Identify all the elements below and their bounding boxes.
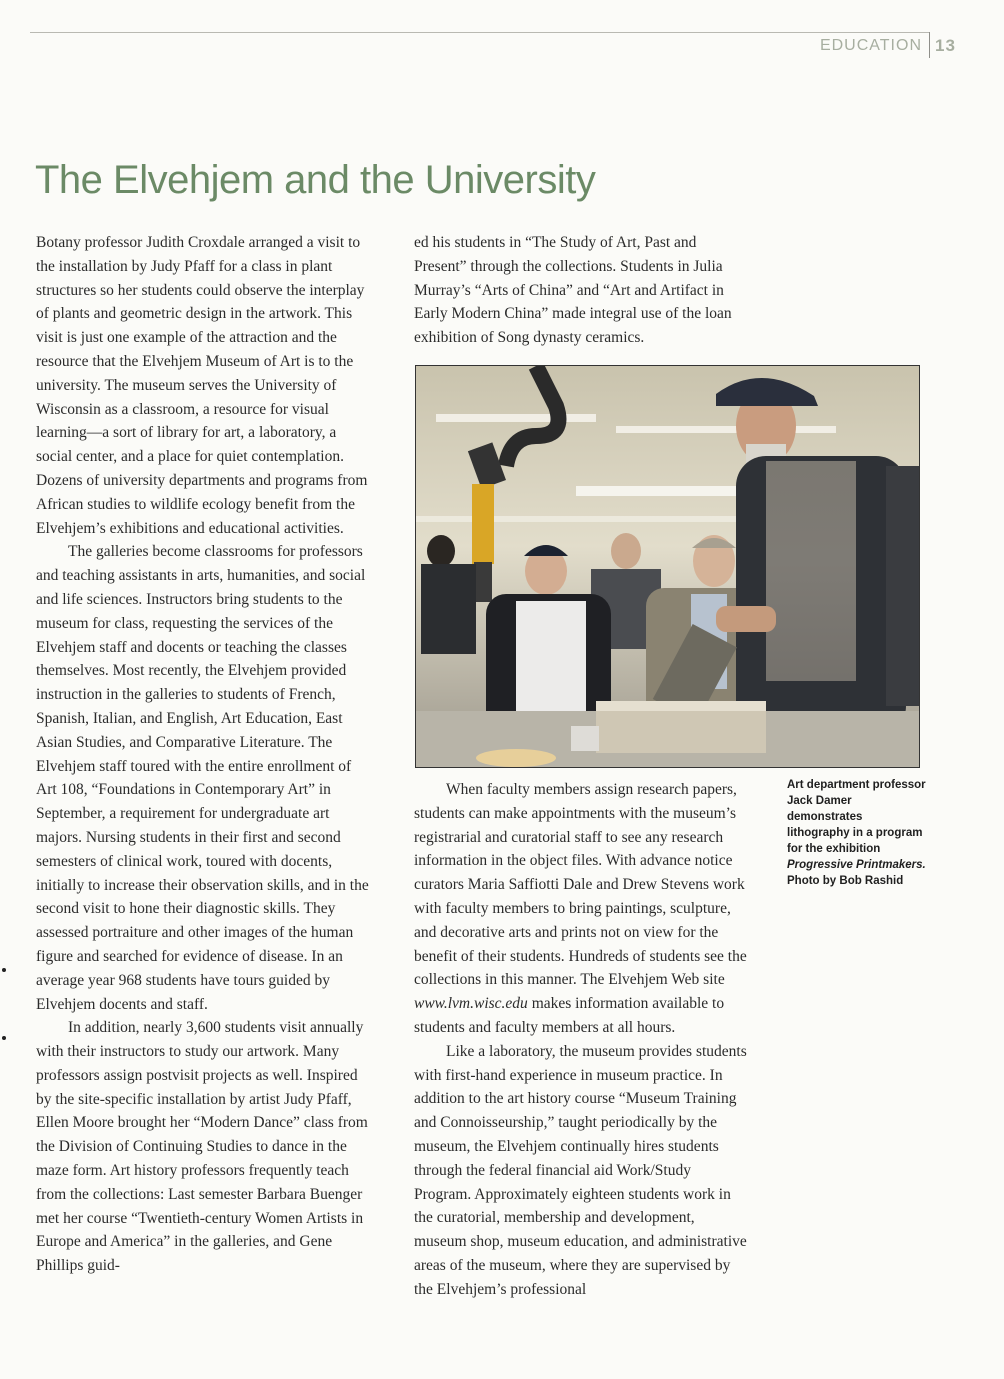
paragraph: ed his students in “The Study of Art, Past and Present” through the collections. Students in Julia Murray’s “Arts of China” and “Art and Artifact in Early Modern China” made integral use of the loan exhibition of Song dynasty ceramics. [414, 234, 732, 347]
paragraph: Like a laboratory, the museum provides students with first-hand experience in museum practice. In addition to the art history course “Museum Training and Connoisseurship,” taught periodically by the museum, the Elvehjem continually hires students through the federal financial aid Work/Study Program. Approximately eighteen students work in the curatorial, membership and development, museum shop, museum education, and administrative areas of the museum, where they are supervised by the Elvehjem’s professional [414, 1042, 747, 1298]
scan-mark [2, 968, 6, 972]
lithography-photo [415, 365, 920, 768]
website-link[interactable]: www.lvm.wisc.edu [414, 995, 528, 1013]
paragraph: The galleries become classrooms for professors and teaching assistants in arts, humanities, and social and life sciences. Instructors bring students to the museum for class, requesting the services of the Elvehjem staff and docents or teaching the classes themselves. Most recently, the Elvehjem provided instruction in the galleries to students of French, Spanish, Italian, and English, Art Education, East Asian Studies, and Comparative Literature. The Elvehjem staff toured with the entire enrollment of Art 108, “Foundations in Contemporary Art” in September, a requirement for undergraduate art majors. Nursing students in their first and second semesters of clinical work, toured with docents, initially to increase their observation skills, and in the second visit to hone their diagnostic skills. They assessed portraiture and other images of the human figure and searched for evidence of disease. In an average year 968 students have tours guided by Elvehjem docents and staff. [36, 543, 369, 1013]
paragraph: In addition, nearly 3,600 students visit annually with their instructors to study our artwork. Many professors assign postvisit projects as well. Inspired by the site-specific installation by artist Judy Pfaff, Ellen Moore brought her “Modern Dance” class from the Division of Continuing Studies to dance in the maze form. Art history professors frequently teach from the collections: Last semester Barbara Buenger met her course “Twentieth-century Women Artists in Europe and America” in the galleries, and Gene Phillips guid- [36, 1019, 368, 1275]
section-label: EDUCATION [819, 37, 922, 54]
photo-illustration [416, 366, 919, 767]
paragraph [414, 778, 750, 1040]
paragraph: Botany professor Judith Croxdale arranged a visit to the installation by Judy Pfaff for a class in plant structures so her students could observe the interplay of plants and geometric design in the artwork. This visit is just one example of the attraction and the resource that the Elvehjem Museum of Art is to the university. The museum serves the University of Wisconsin as a classroom, a resource for visual learning—a sort of library for art, a laboratory, a social center, and a place for quiet contemplation. Dozens of university departments and programs from African studies to wildlife ecology benefit from the Elvehjem’s exhibitions and educational activities. [36, 234, 368, 537]
photo-credit: Photo by Bob Rashid [787, 875, 904, 887]
paragraph-text: makes information available to students and faculty members at all hours. [414, 995, 725, 1036]
header-rule [30, 32, 930, 33]
right-text-column-top [414, 231, 750, 350]
left-text-column [36, 231, 372, 1278]
exhibition-title: Progressive Printmakers. [787, 859, 926, 871]
caption-text: Art department professor Jack Damer demonstrates lithography in a program for the exhibition [787, 779, 926, 855]
right-text-column-bottom [414, 778, 750, 1302]
paragraph-text: When faculty members assign research papers, students can make appointments with the museum’s registrarial and curatorial staff to see any research information in the object files. With advance notice curators Maria Saffiotti Dale and Drew Stevens work with faculty members to bring paintings, sculpture, and decorative arts and prints not on view for the benefit of their students. Hundreds of students see the collections in this manner. The Elvehjem Web site [414, 781, 747, 989]
header-divider [929, 32, 930, 58]
scan-mark [2, 1036, 6, 1040]
page-number: 13 [935, 36, 956, 55]
page-title: The Elvehjem and the University [35, 158, 596, 202]
photo-caption [787, 777, 927, 889]
